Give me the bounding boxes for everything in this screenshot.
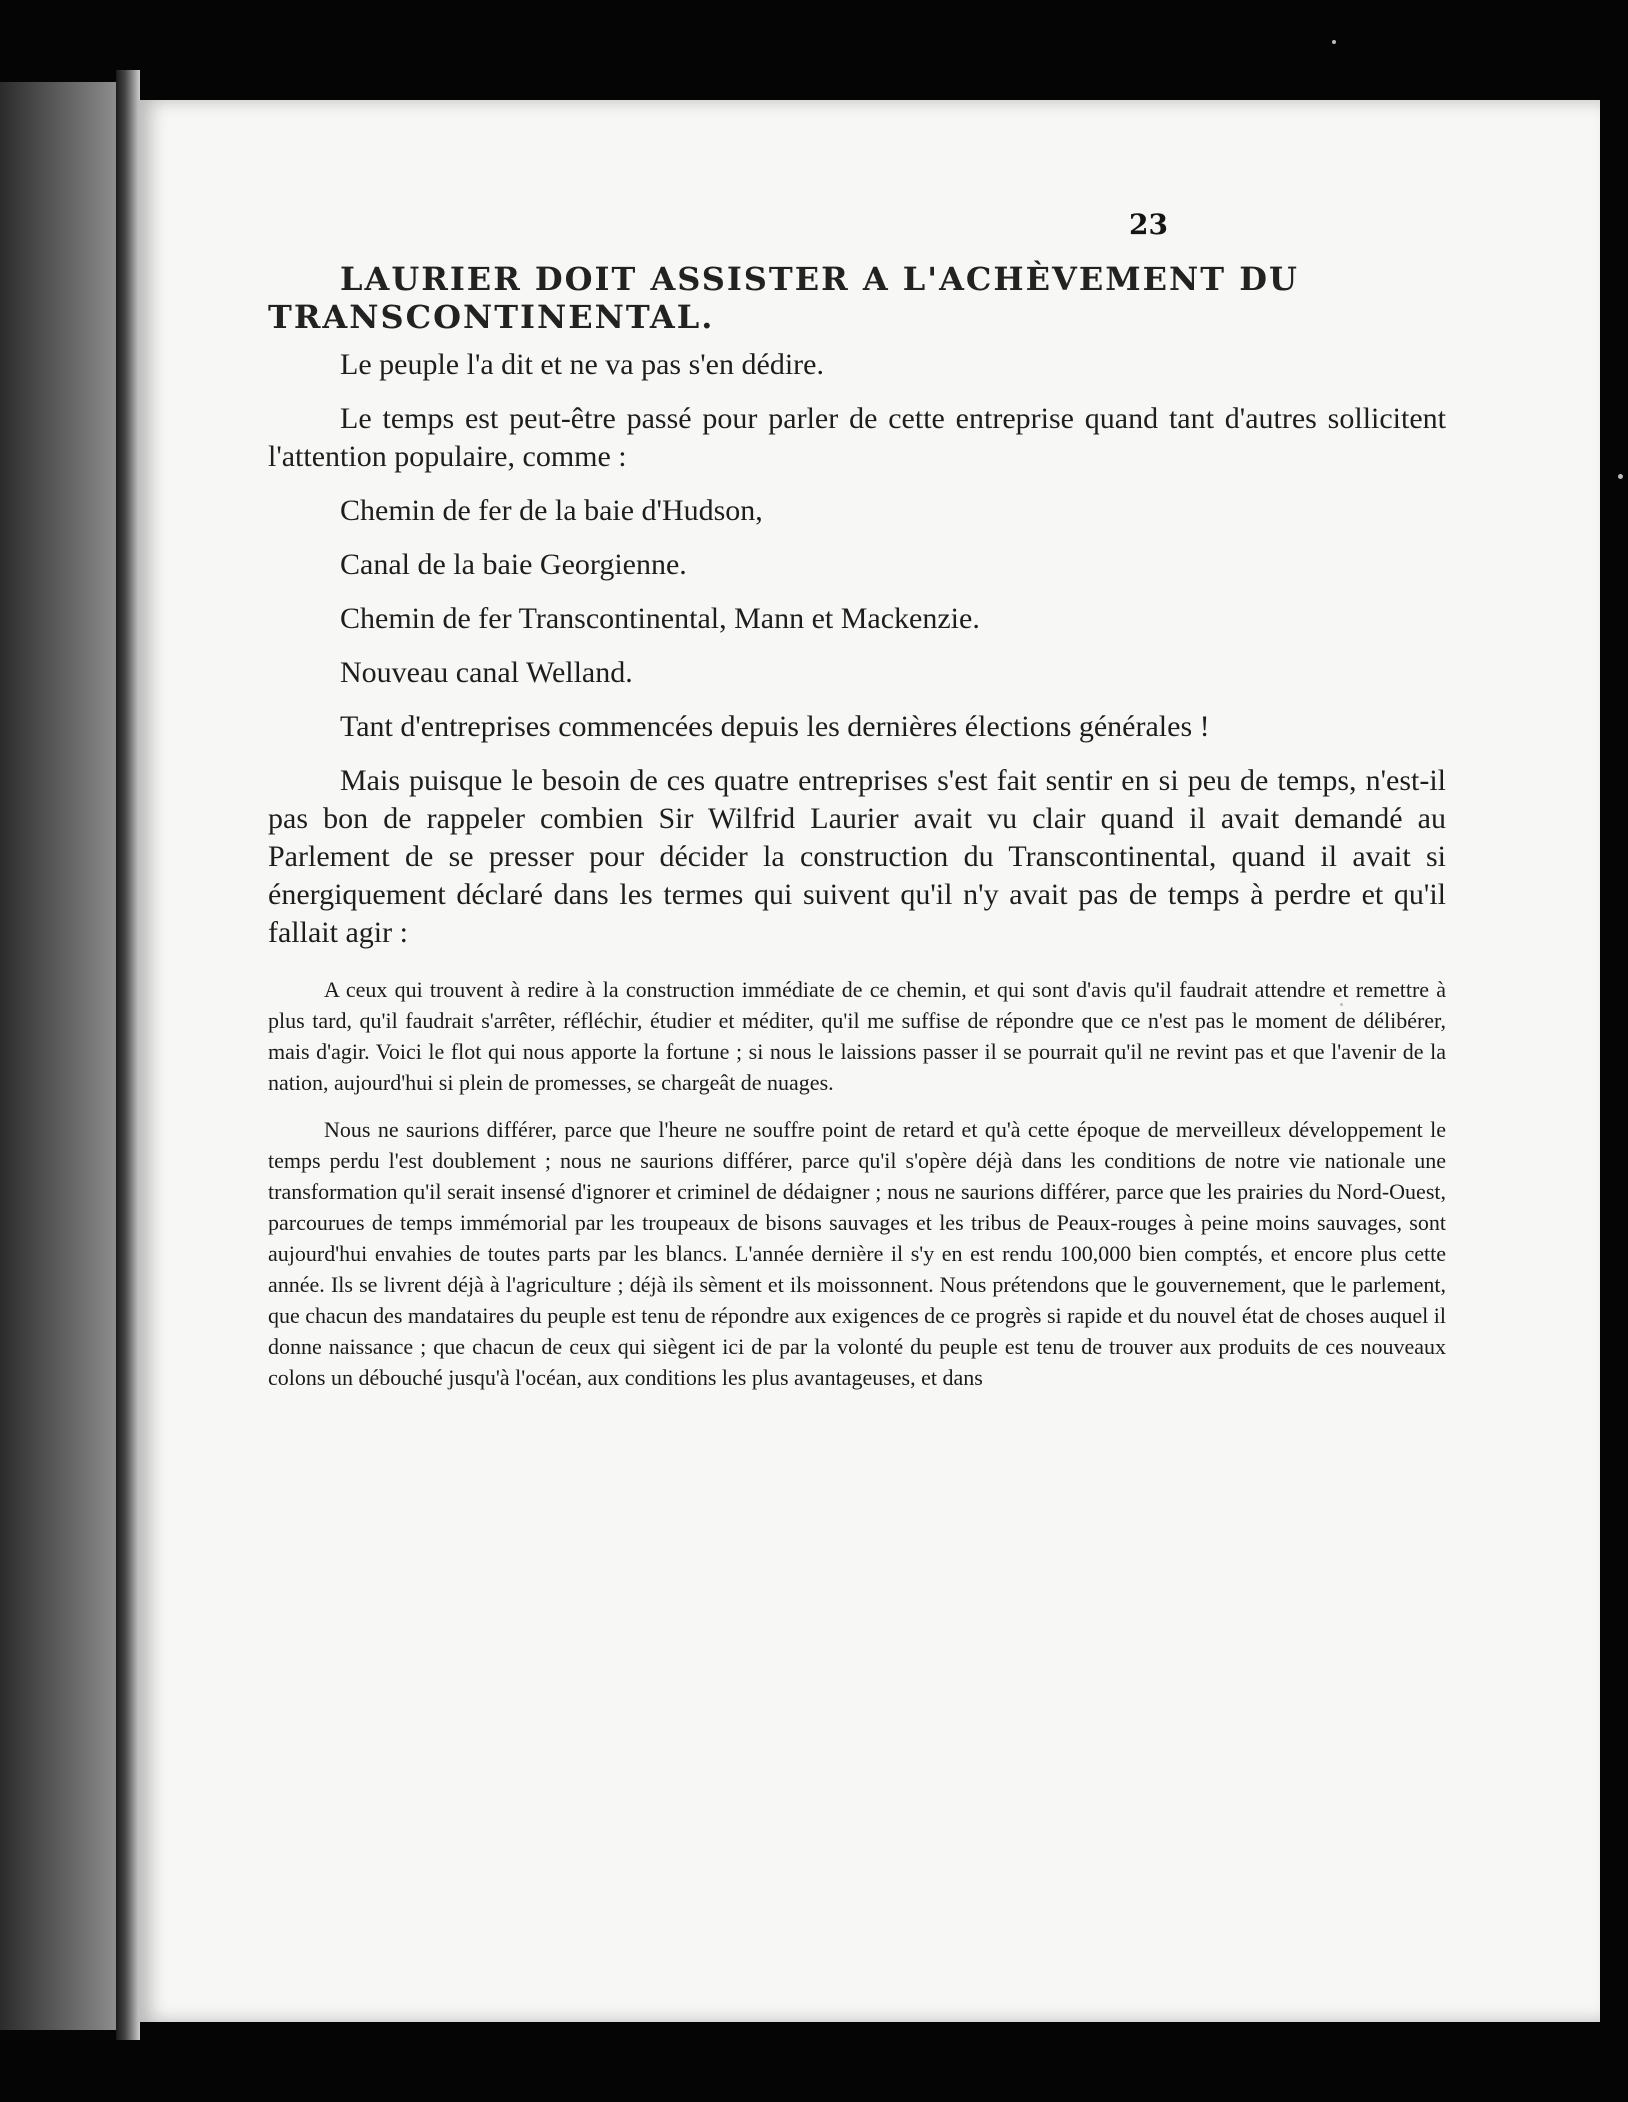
list-item: Chemin de fer de la baie d'Hudson, — [340, 494, 763, 527]
paragraph: Le peuple l'a dit et ne va pas s'en dédire. — [340, 348, 824, 381]
quote-paragraph: Nous ne saurions différer, parce que l'heure ne souffre point de retard et qu'à cette époque de merveilleux développement le temps perdu l'est doublement ; nous ne saurions différer, parce qu'il s'opère déjà dans les conditions de notre vie nationale une transformation qu'il serait insensé d'ignorer et criminel de dédaigner ; nous ne saurions différer, parce que les prairies du Nord-Ouest, parcourues de temps immémorial par les troupeaux de bisons sauvages et les tribus de Peaux-rouges à peine moins sauvages, sont aujourd'hui envahies de toutes parts par les blancs. L'année dernière il s'y en est rendu 100,000 bien comptés, et encore plus cette année. Ils se livrent déjà à l'agriculture ; déjà ils sèment et ils moissonnent. Nous prétendons que le gouvernement, que le parlement, que chacun des mandataires du peuple est tenu de répondre aux exigences de ce progrès si rapide et du nouvel état de choses auquel il donne naissance ; que chacun de ceux qui siègent ici de par la volonté du peuple est tenu de trouver aux produits de ces nouveaux colons un débouché jusqu'à l'océan, aux conditions les plus avantageuses, et dans — [268, 1117, 1446, 1390]
heading-line-1: LAURIER DOIT ASSISTER A L'ACHÈVEMENT DU — [340, 260, 1299, 298]
list-item: Chemin de fer Transcontinental, Mann et Mackenzie. — [340, 602, 980, 635]
section-heading — [268, 260, 1446, 336]
list-item: Nouveau canal Welland. — [340, 656, 633, 689]
document-page — [138, 100, 1600, 2022]
page-content — [268, 260, 1446, 1409]
paragraph: Tant d'entreprises commencées depuis les dernières élections générales ! — [340, 710, 1210, 743]
paragraph: Mais puisque le besoin de ces quatre entreprises s'est fait sentir en si peu de temps, n'est-il pas bon de rappeler combien Sir Wilfrid Laurier avait vu clair quand il avait demandé au Parlement de se presser pour décider la construction du Transcontinental, quand il avait si énergiquement déclaré dans les termes qui suivent qu'il n'y avait pas de temps à perdre et qu'il fallait agir : — [268, 764, 1446, 949]
heading-line-2: TRANSCONTINENTAL. — [268, 298, 715, 336]
book-spine — [116, 70, 140, 2040]
list-item: Canal de la baie Georgienne. — [340, 548, 687, 581]
paragraph: Le temps est peut-être passé pour parler de cette entreprise quand tant d'autres sollicitent l'attention populaire, comme : — [268, 402, 1446, 473]
quote-paragraph: A ceux qui trouvent à redire à la construction immédiate de ce chemin, et qui sont d'avis qu'il faudrait attendre et remettre à plus tard, qu'il faudrait s'arrêter, réfléchir, étudier et méditer, qu'il me suffise de répondre que ce n'est pas le moment de délibérer, mais d'agir. Voici le flot qui nous apporte la fortune ; si nous le laissions passer il se pourrait qu'il ne revint pas et que l'avenir de la nation, aujourd'hui si plein de promesses, se chargeât de nuages. — [268, 977, 1446, 1095]
page-number: 23 — [1129, 208, 1168, 241]
